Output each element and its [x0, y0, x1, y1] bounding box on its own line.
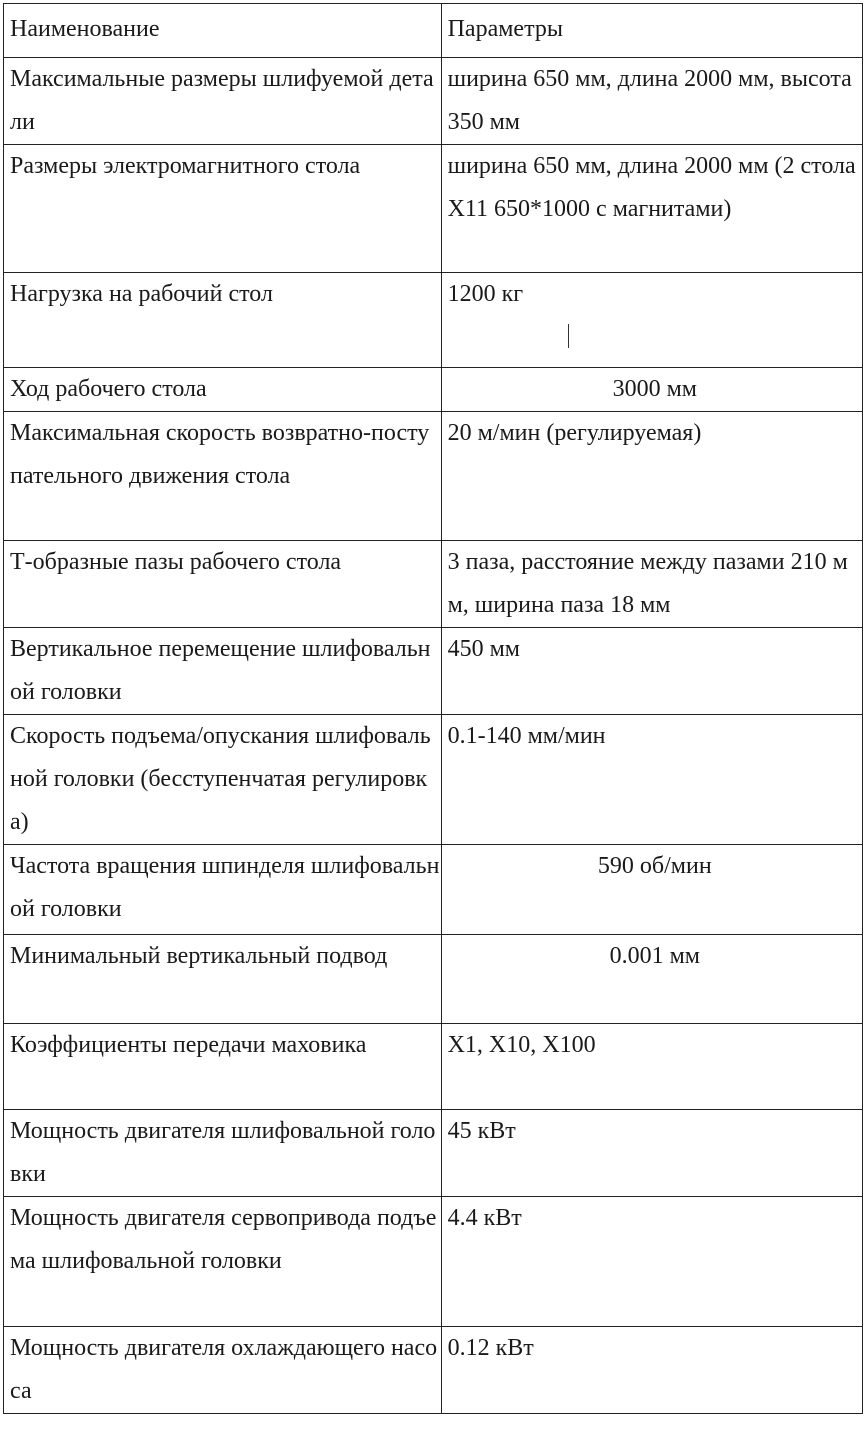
param-name-cell: Коэффициенты передачи маховика	[4, 1024, 442, 1110]
param-value-cell: 0.12 кВт	[441, 1327, 862, 1414]
param-value-cell: 45 кВт	[441, 1110, 862, 1197]
param-name-cell: Мощность двигателя охлаждающего насоса	[4, 1327, 442, 1414]
table-row	[4, 1024, 863, 1110]
param-value-cell: X1, X10, X100	[441, 1024, 862, 1110]
param-value-cell: 0.1-140 мм/мин	[441, 715, 862, 845]
param-name-cell: Скорость подъема/опускания шлифовальной головки (бесступенчатая регулировка)	[4, 715, 442, 845]
param-name-cell: Ход рабочего стола	[4, 368, 442, 412]
param-value-cell: ширина 650 мм, длина 2000 мм, высота 350 мм	[441, 58, 862, 145]
text-cursor-mark	[568, 324, 569, 348]
param-value-cell: 0.001 мм	[441, 935, 862, 1024]
table-row	[4, 1110, 863, 1197]
table-row	[4, 845, 863, 935]
param-value-cell: 3000 мм	[441, 368, 862, 412]
param-name-cell: Вертикальное перемещение шлифовальной головки	[4, 628, 442, 715]
header-name-cell: Наименование	[4, 4, 442, 58]
table-row	[4, 715, 863, 845]
param-value-cell: 20 м/мин (регулируемая)	[441, 412, 862, 541]
param-value-cell-with-cursor	[441, 273, 862, 368]
spec-table	[3, 3, 863, 1414]
table-row	[4, 412, 863, 541]
table-header-row	[4, 4, 863, 58]
table-row	[4, 1327, 863, 1414]
param-value-cell: 3 паза, расстояние между пазами 210 мм, ширина паза 18 мм	[441, 541, 862, 628]
param-value-cell: ширина 650 мм, длина 2000 мм (2 стола X11 650*1000 с магнитами)	[441, 145, 862, 273]
param-name-cell: Нагрузка на рабочий стол	[4, 273, 442, 368]
table-row	[4, 368, 863, 412]
param-value-cell: 590 об/мин	[441, 845, 862, 935]
param-value-text: 1200 кг	[447, 281, 524, 307]
param-name-cell: Т-образные пазы рабочего стола	[4, 541, 442, 628]
header-param-cell: Параметры	[441, 4, 862, 58]
table-row	[4, 1197, 863, 1327]
table-row	[4, 273, 863, 368]
table-row	[4, 58, 863, 145]
table-row	[4, 541, 863, 628]
table-row	[4, 145, 863, 273]
table-row	[4, 628, 863, 715]
param-value-cell: 4.4 кВт	[441, 1197, 862, 1327]
param-name-cell: Минимальный вертикальный подвод	[4, 935, 442, 1024]
param-name-cell: Частота вращения шпинделя шлифовальной головки	[4, 845, 442, 935]
param-name-cell: Максимальные размеры шлифуемой детали	[4, 58, 442, 145]
table-row	[4, 935, 863, 1024]
param-name-cell: Размеры электромагнитного стола	[4, 145, 442, 273]
param-name-cell: Мощность двигателя сервопривода подъема шлифовальной головки	[4, 1197, 442, 1327]
param-name-cell: Максимальная скорость возвратно-поступательного движения стола	[4, 412, 442, 541]
param-name-cell: Мощность двигателя шлифовальной головки	[4, 1110, 442, 1197]
param-value-cell: 450 мм	[441, 628, 862, 715]
